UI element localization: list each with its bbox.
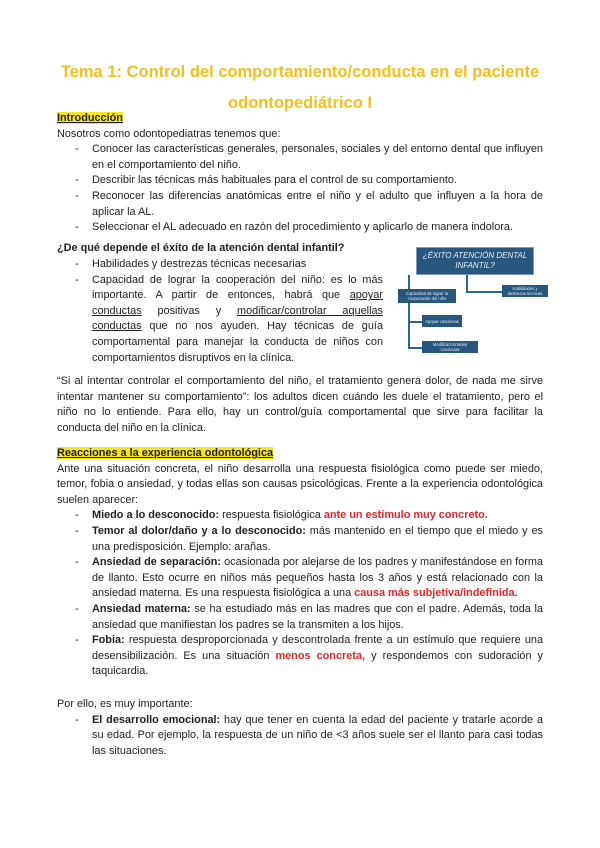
list-item: - Reconocer las diferencias anatómicas entre el niño y el adulto que influyen a la hora de aplicar la AL. [57,189,543,220]
list-item: - Fobia: respuesta desproporcionada y descontrolada frente a un estímulo que requiere una desensibilización. Es una situación menos concreta, y respondemos con sudoración y taquicardia. [57,633,543,680]
diagram-title: ¿ÉXITO ATENCIÓN DENTAL INFANTIL? [416,247,534,275]
list-item: - Habilidades y destrezas técnicas necesarias [57,257,383,273]
diagram-box: Apoyar conductas [422,315,462,327]
page-title: Tema 1: Control del comportamiento/conducta en el paciente odontopediátrico I [60,63,540,112]
list-item: - El desarrollo emocional: hay que tener en cuenta la edad del paciente y tratarle acorde a su edad. Por ejemplo, la respuesta de un niño de <3 años suele ser el llanto para casi todas las situaciones. [57,713,543,760]
diagram-box: Modificar/controlar conductas [422,341,478,353]
list-item: - Miedo a lo desconocido: respuesta fisiológica ante un estímulo muy concreto. [57,508,543,524]
list-item: - Conocer las características generales, personales, sociales y del entorno dental que influyen en el comportamiento del niño. [57,142,543,173]
list-item: - Temor al dolor/daño y a lo desconocido: más mantenido en el tiempo que el miedo y es una predisposición. Ejemplo: arañas. [57,524,543,555]
list-item: - Ansiedad materna: se ha estudiado más en las madres que con el padre. Además, toda la ansiedad que manifiestan los padres se la transmiten a los hijos. [57,602,543,633]
reacciones-section [57,446,543,680]
intro-list [57,142,543,236]
list-item: - Describir las técnicas más habituales para el control de su comportamiento. [57,173,543,189]
exito-diagram [394,247,548,359]
intro-section [57,111,543,236]
exito-heading: ¿De qué depende el éxito de la atención dental infantil? [57,242,345,254]
diagram-box: Habilidades y destrezas técnicas [502,285,548,297]
quote-paragraph: “Si al intentar controlar el comportamiento del niño, el tratamiento genera dolor, de nada me sirve intentar mantener su comportamiento”: los adultos dicen cuándo les duele el tratamiento, pero el niño no lo entiende. Para ello, hay un control/guía comportamental que sirve para facilitar la conducta del niño en la clínica. [57,375,543,434]
reacciones-lead: Ante una situación concreta, el niño desarrolla una respuesta fisiológica como puede ser miedo, temor, fobia o ansiedad, y todas ellas son causas psicológicas. Frente a la experiencia odontológica suelen aparecer: [57,462,543,506]
importante-lead: Por ello, es muy importante: [57,698,193,710]
list-item: - Capacidad de lograr la cooperación del niño: es lo más importante. A partir de entonces, habrá que apoyar conductas positivas y modificar/controlar aquellas conductas que no nos ayuden. Hay técnicas de guía comportamental para manejar la conducta de niños con comportamientos disruptivos en la clínica. [57,273,383,367]
list-item: - Ansiedad de separación: ocasionada por alejarse de los padres y manifestándose en forma de llanto. Esto ocurre en niños más pequeños hasta los 3 años y está relacionado con la ansiedad materna. Es una respuesta fisiológica a una causa más subjetiva/indefinida. [57,555,543,602]
intro-heading: Introducción [57,112,123,124]
exito-section [57,257,383,366]
intro-lead: Nosotros como odontopediatras tenemos que: [57,127,281,140]
reacciones-heading: Reacciones a la experiencia odontológica [57,447,274,459]
importante-section [57,697,543,759]
diagram-box: Capacidad de lograr la cooperación del niño [398,289,456,303]
list-item: - Seleccionar el AL adecuado en razón del procedimiento y aplicarlo de manera indolora. [57,220,543,236]
